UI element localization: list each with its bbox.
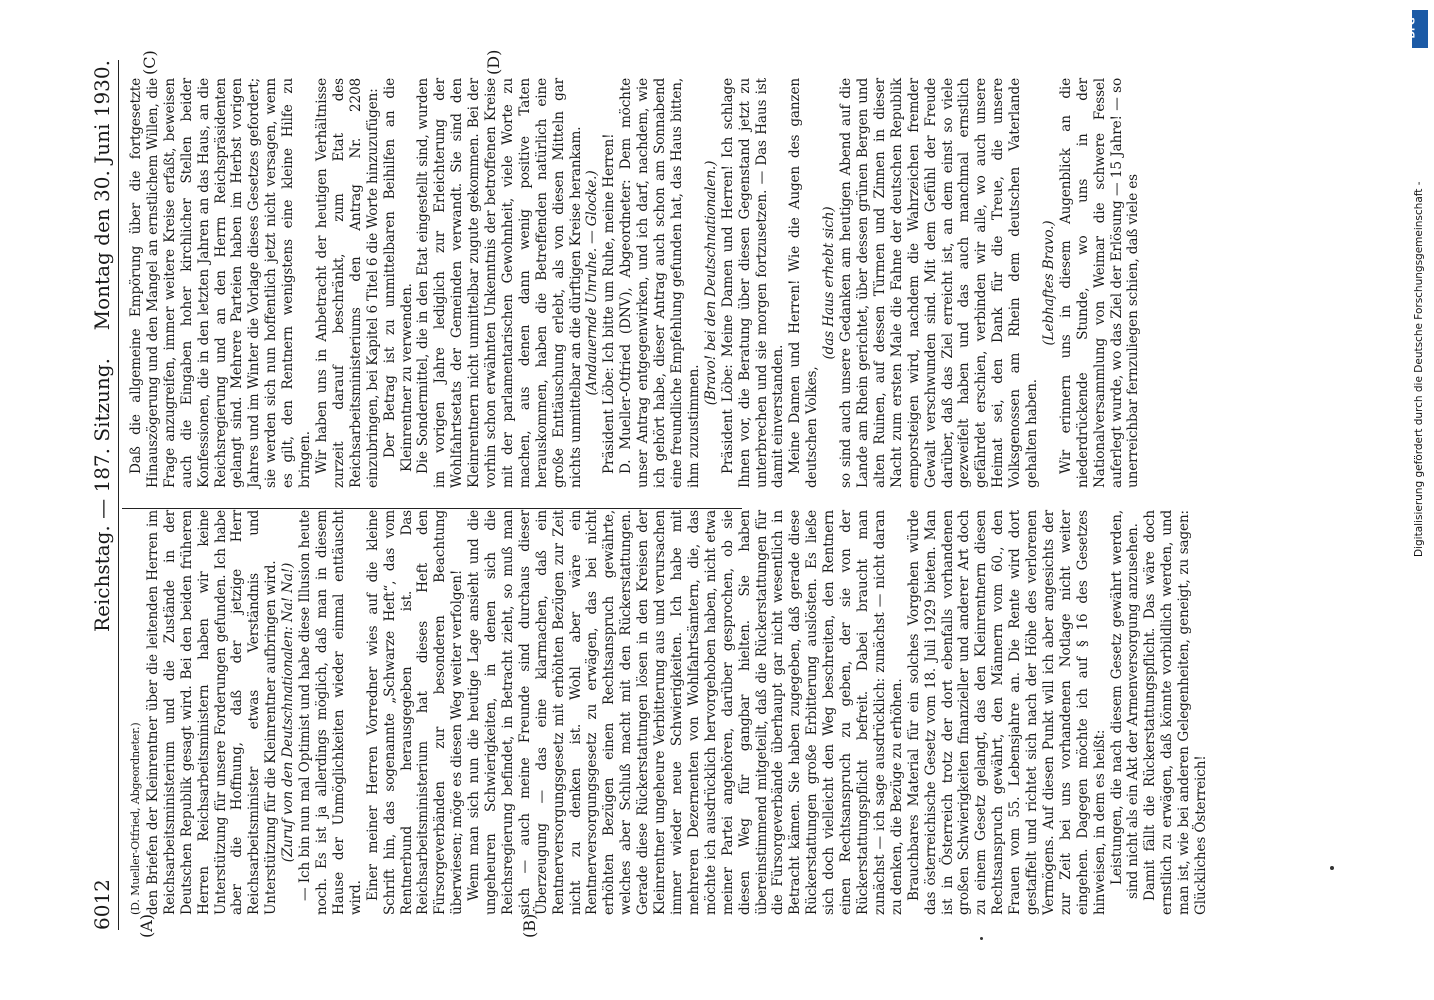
quotation: Leistungen, die nach diesem Gesetz gewährt werden, sind nicht als ein Akt der Armenversorgung anzusehen. <box>1108 510 1142 899</box>
paragraph: den Briefen der Kleinrentner über die leitenden Herren im Reichsarbeitsministerium und die Zustände in der Deutschen Republik gesagt wird. Bei den beiden früheren Herren Reichsarbeitsministern haben wir keine Unterstützung für unsere Forderungen gefunden. Ich habe aber die Hoffnung, daß der jetzige Herr Reichsarbeitsminister etwas Verständnis und Unterstützung für die Kleinrentner aufbringen wird. <box>144 510 280 915</box>
session-title: Reichstag. — 187. Sitzung. <box>90 358 114 632</box>
interjection: (Bravo! bei den Deutschnationalen.) <box>702 160 719 406</box>
header-rule <box>118 60 119 930</box>
margin-marker-b: (B) <box>520 913 539 938</box>
paragraph: Wenn man sich nun die heutige Lage ansieht und die ungeheuren Schwierigkeiten, in denen sich die Reichsregierung befindet, in Betracht zieht, so muß man sich — auch meine Freunde sind durchaus dieser Überzeugung — das eine klarmachen, daß ein Rentnerversorgungsgesetz mit erhöhten Bezügen zur Zeit nicht zu denken ist. Wohl aber wäre ein Rentnerversorgungsgesetz zu erwägen, das bei nicht erhöhten Bezügen einen Rechtsanspruch gewährte, welches aber Schluß macht mit den Rückerstattungen. Gerade diese Rückerstattungen lösen in den Kreisen der Kleinrentner ungeheure Verbitterung aus und verursachen immer wieder neue Schwierigkeiten. Ich habe mit mehreren Dezernenten von Wohlfahrtsämtern, die, das möchte ich ausdrücklich hervorgehoben haben, nicht etwa meiner Partei angehören, darüber gesprochen, ob sie diesen Weg für gangbar hielten. Sie haben übereinstimmend mitgeteilt, daß die Rückerstattungen für die Fürsorgeverbände überhaupt gar nicht wesentlich in Betracht kämen. Sie haben zugegeben, daß gerade diese Rückerstattungen große Erbitterung auslösten. Es ließe sich doch vielleicht den Weg beschreiten, den Rentnern einen Rechtsanspruch zu geben, der sie von der Rückerstattungspflicht befreit. Dabei braucht man zunächst — ich sage ausdrücklich: zunächst — nicht daran zu denken, die Bezüge zu erhöhen. <box>466 510 905 915</box>
speaker-continuation: (D. Mueller-Otfried, Abgeordneter.) <box>129 722 142 915</box>
interjection: (Zuruf von den Deutschnationalen: Na! Na!) <box>280 562 297 863</box>
paragraph: Wir haben uns in Anbetracht der heutigen Verhältnisse zurzeit darauf beschränkt, zum Etat des Reichsarbeitsministeriums den Antrag Nr. 2208 einzubringen, bei Kapitel 6 Titel 6 die Worte hinzuzufügen: <box>313 78 381 488</box>
margin-marker-c: (C) <box>140 50 159 75</box>
paragraph: Damit fällt die Rückerstattungspflicht. Das wäre doch ernstlich zu erwägen, daß könnte vorbildlich werden, und man ist, wie bei anderen Gelegenheiten, geneigt, zu sagen: Glückliches Österreich! <box>1142 510 1210 915</box>
paragraph: — Ich bin nun mal Optimist und habe diese Illusion heute noch. Es ist ja allerdings möglich, daß man in diesem Hause der Unmöglichkeiten wieder einmal enttäuscht wird. <box>297 510 364 915</box>
stage-direction: (das Haus erhebt sich) <box>821 206 838 360</box>
paragraph: Wir erinnern uns in diesem Augenblick an die niederdrückende Stunde, wo uns in der Nationalversammlung von Weimar die schwere Fessel auferlegt wurde, wo das Ziel der Erlösung — 15 Jahre! — so unerreichbar fernzuliegen schien, daß viele es <box>1057 78 1142 488</box>
page-number: 6012 <box>90 879 114 930</box>
scan-speck <box>1330 866 1334 870</box>
paragraph: Daß die allgemeine Empörung über die fortgesetzte Hinauszögerung und den Mangel an ernstlichem Willen, die Frage anzugreifen, immer weitere Kreise erfaßt, beweisen auch die Eingaben hoher kirchlicher Stellen beider Konfessionen, die in den letzten Jahren an das Haus, an die Reichsregierung und an den Herrn Reichspräsidenten gelangt sind. Mehrere Parteien haben im Herbst vorigen Jahres und im Winter die Vorlage dieses Gesetzes gefordert; sie werden sich nun hoffentlich jetzt nicht versagen, wenn es gilt, den Rentnern wenigstens eine kleine Hilfe zu bringen. <box>128 78 314 488</box>
interjection: (Lebhaftes Bravo.) <box>1040 220 1057 346</box>
digitization-credit <box>1410 10 1428 570</box>
paragraph: Die Sondermittel, die in den Etat eingestellt sind, wurden im vorigen Jahre lediglich zur Erleichterung der Wohlfahrtsetats der Gemeinden verwandt. Sie sind den Kleinrentnern nicht unmittelbar zugute gekommen. Bei der vorhin schon erwähnten Unkenntnis der betroffenen Kreise mit der parlamentarischen Gewohnheit, viele Worte zu machen, aus denen dann wenig positive Taten herauskommen, haben die Betreffenden natürlich eine große Enttäuschung erlebt, als von diesen Mitteln gar nichts unmittelbar an die dürftigen Kreise herankam. <box>415 78 584 488</box>
president-remark: Präsident Löbe: Ich bitte um Ruhe, meine Herren! <box>601 133 618 474</box>
president-remark: Präsident Löbe: Meine Damen und Herren! Ich schlage Ihnen vor, die Beratung über diesen Gegenstand jetzt zu unterbrechen und sie morgen fortzusetzen. — Das Haus ist damit einverstanden. <box>719 78 787 488</box>
right-column <box>128 78 1142 488</box>
paragraph: so sind auch unsere Gedanken am heutigen Abend auf die Lande am Rhein gerichtet, über dessen grünen Bergen und alten Ruinen, auf dessen Türmen und Zinnen in dieser Nacht zum ersten Male die Fahne der deutschen Republik emporsteigen wird, nachdem die Wahrzeichen fremder Gewalt verschwunden sind. Mit dem Gefühl der Freude darüber, daß das Ziel erreicht ist, an dem einst so viele gezweifelt haben und das auch manchmal ernstlich gefährdet erschien, verbinden wir alle, wo auch unsere Heimat sei, den Dank für die Treue, die unsere Volksgenossen am Rhein dem deutschen Vaterlande gehalten haben. <box>838 78 1041 488</box>
paragraph: Meine Damen und Herren! Wie die Augen des ganzen deutschen Volkes, <box>787 78 821 488</box>
left-column <box>128 510 1210 915</box>
interjection: (Andauernde Unruhe. — Glocke.) <box>584 170 601 396</box>
margin-marker-a: (A) <box>137 913 156 938</box>
paragraph: Brauchbares Material für ein solches Vorgehen würde das österreichische Gesetz vom 18. Juli 1929 bieten. Man ist in Österreich trotz der dort ebenfalls vorhandenen großen Schwierigkeiten finanzieller und anderer Art doch zu einem Gesetz gelangt, das den Kleinrentnern diesen Rechtsanspruch gewährt, den Männern vom 60., den Frauen vom 55. Lebensjahre an. Die Rente wird dort gestaffelt und richtet sich nach der Höhe des verlorenen Vermögens. Auf diesen Punkt will ich aber angesichts der zur Zeit bei uns vorhandenen Notlage nicht weiter eingehen. Dagegen möchte ich auf § 16 des Gesetzes hinweisen, in dem es heißt: <box>905 510 1108 915</box>
scan-speck <box>980 937 983 940</box>
speaker-paragraph: D. Mueller-Otfried (DNV), Abgeordneter: Dem möchte unser Antrag entgegenwirken, und ich darf, nachdem, wie ich gehört habe, dieser Antrag auch schon am Sonnabend eine freundliche Empfehlung gefunden hat, das Haus bitten, ihm zuzustimmen. <box>618 78 702 488</box>
page-header <box>90 60 116 930</box>
credit-text: Digitalisierung gefördert durch die Deutsche Forschungsgemeinschaft - <box>1413 181 1425 557</box>
margin-marker-d: (D) <box>484 49 503 75</box>
session-date: Montag den 30. Juni 1930. <box>90 60 114 331</box>
quotation: Der Betrag ist zu unmittelbaren Beihilfen an die Kleinrentner zu verwenden. <box>381 78 415 472</box>
dfg-logo: DFG <box>1412 10 1428 48</box>
paragraph: Einer meiner Herren Vorredner wies auf die kleine Schrift hin, das sogenannte „Schwarze Heft“, das vom Rentnerbund herausgegeben ist. Das Reichsarbeitsministerium hat dieses Heft den Fürsorgeverbänden zur besonderen Beachtung überwiesen; möge es diesen Weg weiter verfolgen! <box>364 510 466 915</box>
column-divider <box>122 508 742 509</box>
